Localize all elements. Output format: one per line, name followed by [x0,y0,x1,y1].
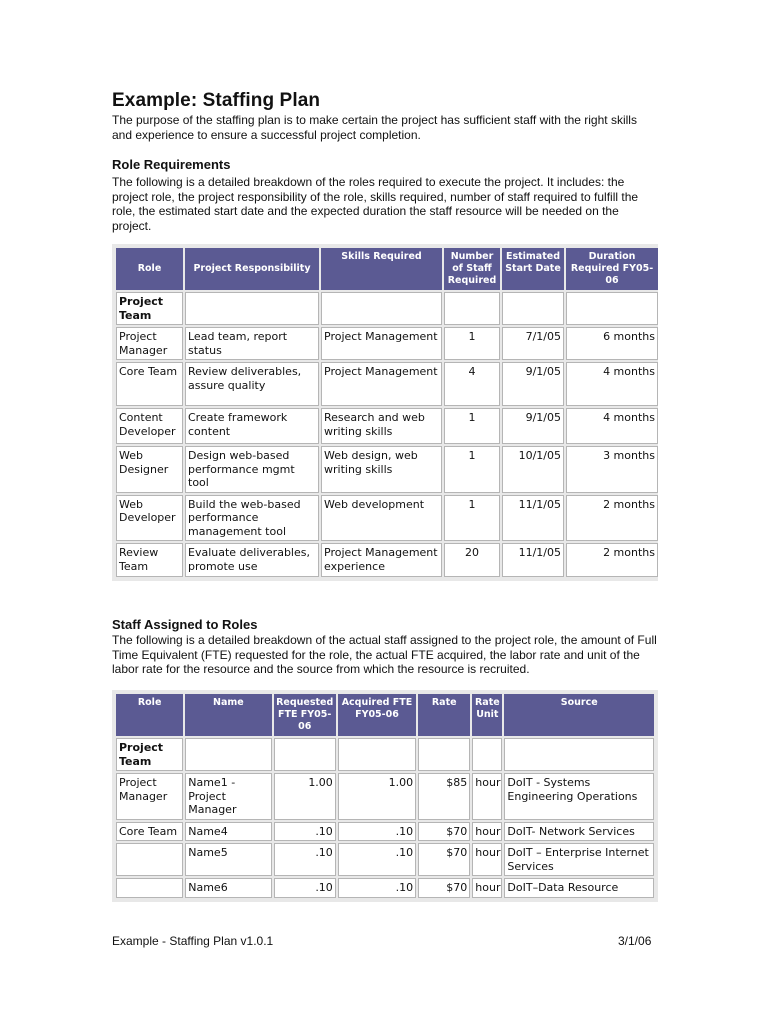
empty-cell [185,738,271,771]
column-header: Name [185,694,271,736]
responsibility-cell: Design web-based performance mgmt tool [185,446,319,493]
staff-assigned-table [114,692,656,900]
column-header: Rate Unit [472,694,502,736]
column-header: Source [504,694,654,736]
column-header: Role [116,694,183,736]
role-cell: Web Developer [116,495,183,542]
table-row [116,773,654,820]
staff-count-cell: 1 [444,495,500,542]
requested-fte-cell: .10 [274,878,336,898]
name-cell: Name5 [185,843,271,876]
table-row [116,878,654,898]
duration-cell: 6 months [566,327,658,360]
empty-cell [185,292,319,325]
table-row [116,822,654,842]
start-date-cell: 7/1/05 [502,327,564,360]
empty-cell [504,738,654,771]
responsibility-cell: Lead team, report status [185,327,319,360]
duration-cell: 4 months [566,408,658,444]
role-cell [116,878,183,898]
start-date-cell: 9/1/05 [502,408,564,444]
start-date-cell: 11/1/05 [502,543,564,577]
source-cell: DoIT – Enterprise Internet Services [504,843,654,876]
role-cell: Review Team [116,543,183,577]
start-date-cell: 9/1/05 [502,362,564,406]
table-group-row [116,292,658,325]
table-row [116,543,658,577]
table-row [116,408,658,444]
rate-unit-cell: hour [472,878,502,898]
empty-cell [418,738,470,771]
responsibility-cell: Build the web-based performance management tool [185,495,319,542]
role-requirements-table-wrap [112,244,658,581]
source-cell: DoIT- Network Services [504,822,654,842]
staff-count-cell: 4 [444,362,500,406]
empty-cell [502,292,564,325]
column-header: Role [116,248,183,290]
requested-fte-cell: .10 [274,843,336,876]
empty-cell [321,292,442,325]
skills-cell: Project Management experience [321,543,442,577]
rate-cell: $85 [418,773,470,820]
staff-count-cell: 1 [444,446,500,493]
duration-cell: 3 months [566,446,658,493]
acquired-fte-cell: .10 [338,822,416,842]
role-requirements-heading: Role Requirements [112,157,231,172]
staff-assigned-heading: Staff Assigned to Roles [112,617,258,632]
column-header: Estimated Start Date [502,248,564,290]
rate-unit-cell: hour [472,843,502,876]
start-date-cell: 11/1/05 [502,495,564,542]
table-row [116,495,658,542]
footer-document-title: Example - Staffing Plan v1.0.1 [112,934,274,948]
group-label: Project Team [116,292,183,325]
skills-cell: Project Management [321,362,442,406]
column-header: Project Responsibility [185,248,319,290]
acquired-fte-cell: .10 [338,878,416,898]
rate-unit-cell: hour [472,822,502,842]
role-cell: Project Manager [116,773,183,820]
empty-cell [566,292,658,325]
role-requirements-description: The following is a detailed breakdown of the roles required to execute the project. It includes: the project role, the project responsibility of the role, skills required, number of staff required to fulfill the role, the estimated start date and the expected duration the staff resource will be needed on the project. [112,175,639,233]
role-cell: Core Team [116,822,183,842]
responsibility-cell: Evaluate deliverables, promote use [185,543,319,577]
table-group-row [116,738,654,771]
requested-fte-cell: .10 [274,822,336,842]
staff-count-cell: 20 [444,543,500,577]
group-label: Project Team [116,738,183,771]
empty-cell [472,738,502,771]
role-cell: Content Developer [116,408,183,444]
role-cell: Project Manager [116,327,183,360]
column-header: Number of Staff Required [444,248,500,290]
rate-cell: $70 [418,878,470,898]
acquired-fte-cell: .10 [338,843,416,876]
column-header: Requested FTE FY05-06 [274,694,336,736]
duration-cell: 2 months [566,543,658,577]
page-title: Example: Staffing Plan [112,90,321,111]
duration-cell: 4 months [566,362,658,406]
column-header: Acquired FTE FY05-06 [338,694,416,736]
duration-cell: 2 months [566,495,658,542]
role-cell [116,843,183,876]
role-requirements-table [114,246,660,579]
empty-cell [338,738,416,771]
table-row [116,327,658,360]
rate-cell: $70 [418,843,470,876]
empty-cell [444,292,500,325]
intro-paragraph: The purpose of the staffing plan is to make certain the project has sufficient staff with the right skills and experience to ensure a successful project completion. [112,113,637,142]
start-date-cell: 10/1/05 [502,446,564,493]
name-cell: Name4 [185,822,271,842]
skills-cell: Research and web writing skills [321,408,442,444]
table-row [116,362,658,406]
staff-assigned-description: The following is a detailed breakdown of the actual staff assigned to the project role, the amount of Full Time Equivalent (FTE) requested for the role, the actual FTE acquired, the labor rate and unit of the labor rate for the resource and the source from which the resource is recruited. [112,633,657,676]
skills-cell: Project Management [321,327,442,360]
column-header: Duration Required FY05-06 [566,248,658,290]
table-row [116,843,654,876]
column-header: Rate [418,694,470,736]
footer-date: 3/1/06 [618,934,652,948]
name-cell: Name1 - Project Manager [185,773,271,820]
source-cell: DoIT–Data Resource [504,878,654,898]
column-header: Skills Required [321,248,442,290]
skills-cell: Web development [321,495,442,542]
name-cell: Name6 [185,878,271,898]
source-cell: DoIT - Systems Engineering Operations [504,773,654,820]
table-row [116,446,658,493]
staff-count-cell: 1 [444,408,500,444]
requested-fte-cell: 1.00 [274,773,336,820]
acquired-fte-cell: 1.00 [338,773,416,820]
responsibility-cell: Review deliverables, assure quality [185,362,319,406]
empty-cell [274,738,336,771]
rate-cell: $70 [418,822,470,842]
responsibility-cell: Create framework content [185,408,319,444]
role-cell: Web Designer [116,446,183,493]
role-cell: Core Team [116,362,183,406]
staff-count-cell: 1 [444,327,500,360]
rate-unit-cell: hour [472,773,502,820]
staff-assigned-table-wrap [112,690,658,902]
skills-cell: Web design, web writing skills [321,446,442,493]
